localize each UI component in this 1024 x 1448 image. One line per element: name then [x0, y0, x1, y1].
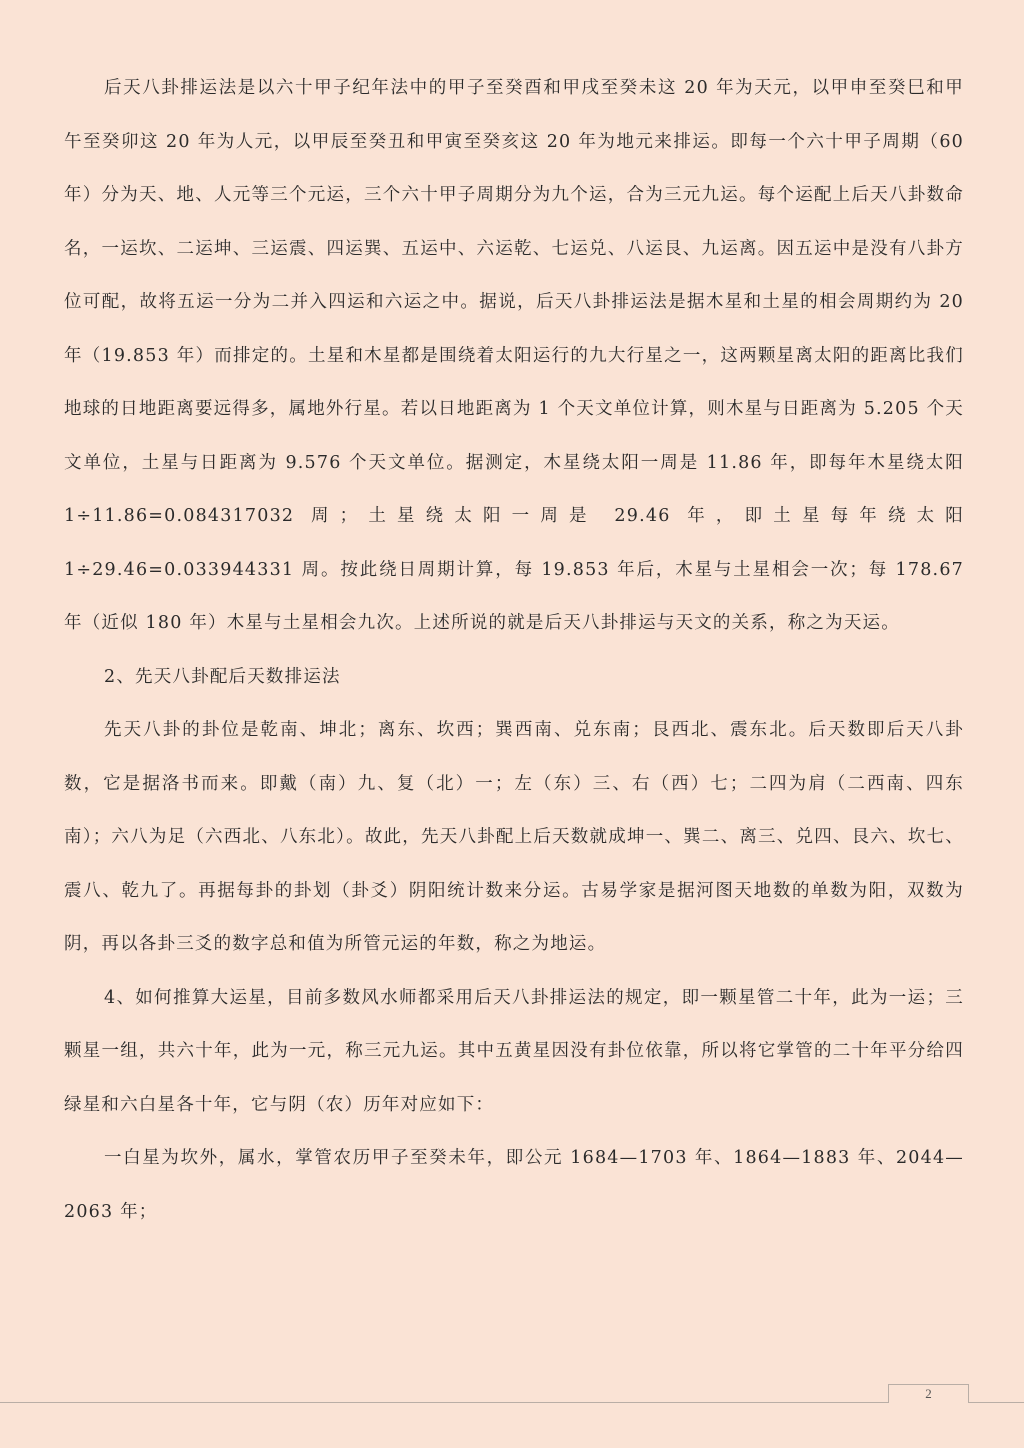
footer-divider-right — [969, 1402, 1024, 1403]
footer-divider-left — [0, 1402, 888, 1403]
document-body — [64, 62, 964, 1239]
paragraph-tianyun: 后天八卦排运法是以六十甲子纪年法中的甲子至癸酉和甲戌至癸未这 20 年为天元，以甲申至癸巳和甲午至癸卯这 20 年为人元，以甲辰至癸丑和甲寅至癸亥这 20 年为地元来排运。即每一个六十甲子周期（60 年）分为天、地、人元等三个元运，三个六十甲子周期分为九个运，合为三元九运。每个运配上后天八卦数命名，一运坎、二运坤、三运震、四运巽、五运中、六运乾、七运兑、八运艮、九运离。因五运中是没有八卦方位可配，故将五运一分为二并入四运和六运之中。据说，后天八卦排运法是据木星和土星的相会周期约为 20 年（19.853 年）而排定的。土星和木星都是围绕着太阳运行的九大行星之一，这两颗星离太阳的距离比我们地球的日地距离要远得多，属地外行星。若以日地距离为 1 个天文单位计算，则木星与日距离为 5.205 个天文单位，土星与日距离为 9.576 个天文单位。据测定，木星绕太阳一周是 11.86 年，即每年木星绕太阳 1÷11.86=0.084317032 周；土星绕太阳一周是 29.46 年，即土星每年绕太阳 1÷29.46=0.033944331 周。按此绕日周期计算，每 19.853 年后，木星与土星相会一次；每 178.67 年（近似 180 年）木星与土星相会九次。上述所说的就是后天八卦排运与天文的关系，称之为天运。 — [64, 78, 964, 633]
paragraph-diyun: 先天八卦的卦位是乾南、坤北；离东、坎西；巽西南、兑东南；艮西北、震东北。后天数即后天八卦数，它是据洛书而来。即戴（南）九、复（北）一；左（东）三、右（西）七；二四为肩（二西南、四东南）；六八为足（六西北、八东北）。故此，先天八卦配上后天数就成坤一、巽二、离三、兑四、艮六、坎七、震八、乾九了。再据每卦的卦划（卦爻）阴阳统计数来分运。古易学家是据河图天地数的单数为阳，双数为阴，再以各卦三爻的数字总和值为所管元运的年数，称之为地运。 — [64, 720, 964, 954]
page-number: 2 — [888, 1384, 969, 1403]
paragraph-dayunxing: 4、如何推算大运星，目前多数风水师都采用后天八卦排运法的规定，即一颗星管二十年，此为一运；三颗星一组，共六十年，此为一元，称三元九运。其中五黄星因没有卦位依靠，所以将它掌管的二十年平分给四绿星和六白星各十年，它与阴（农）历年对应如下： — [64, 987, 964, 1115]
section-heading-xiantian: 2、先天八卦配后天数排运法 — [104, 666, 341, 687]
paragraph-yibaixing: 一白星为坎外，属水，掌管农历甲子至癸未年，即公元 1684—1703 年、1864—1883 年、2044—2063 年； — [64, 1148, 964, 1222]
